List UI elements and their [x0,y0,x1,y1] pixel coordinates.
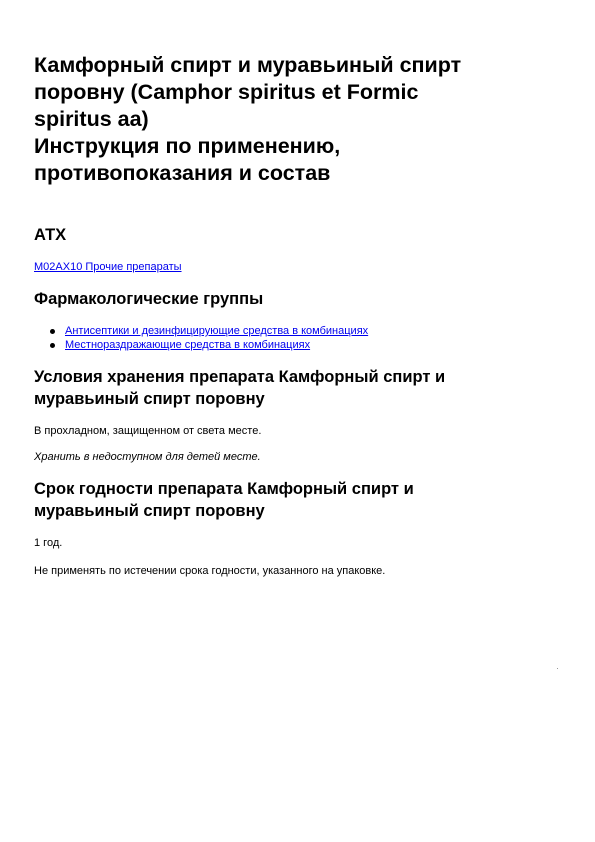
pharm-groups-heading: Фармакологические группы [34,290,264,308]
shelf-life-text: 1 год. [34,537,63,549]
title-line: противопоказания и состав [34,161,331,185]
pharm-group-link[interactable]: Местнораздражающие средства в комбинациях [65,339,311,351]
list-item [50,338,368,352]
bullet-icon [50,329,55,334]
storage-heading [34,366,445,410]
storage-heading-line: муравьиный спирт поровну [34,390,265,408]
shelf-life-heading-line: муравьиный спирт поровну [34,502,265,520]
title-line: поровну (Camphor spiritus et Formic [34,80,419,104]
title-line: Инструкция по применению, [34,134,341,158]
list-item [50,324,368,338]
atx-heading: АТХ [34,226,67,244]
storage-text: В прохладном, защищенном от света месте. [34,425,262,437]
atx-link[interactable]: M02AX10 Прочие препараты [34,261,182,273]
pharm-groups-list [50,324,368,352]
bullet-icon [50,343,55,348]
title-line: spiritus aa) [34,107,149,131]
shelf-life-warning-text: Не применять по истечении срока годности, указанного на упаковке. [34,565,386,577]
page-mark [557,668,558,669]
pharm-group-link[interactable]: Антисептики и дезинфицирующие средства в комбинациях [65,325,369,337]
storage-warning-text: Хранить в недоступном для детей месте. [34,451,261,463]
title-line: Камфорный спирт и муравьиный спирт [34,53,462,77]
document-title [34,52,564,187]
atx-paragraph [34,260,182,274]
storage-heading-line: Условия хранения препарата Камфорный спирт и [34,368,446,386]
shelf-life-heading-line: Срок годности препарата Камфорный спирт и [34,480,414,498]
shelf-life-heading [34,478,414,522]
